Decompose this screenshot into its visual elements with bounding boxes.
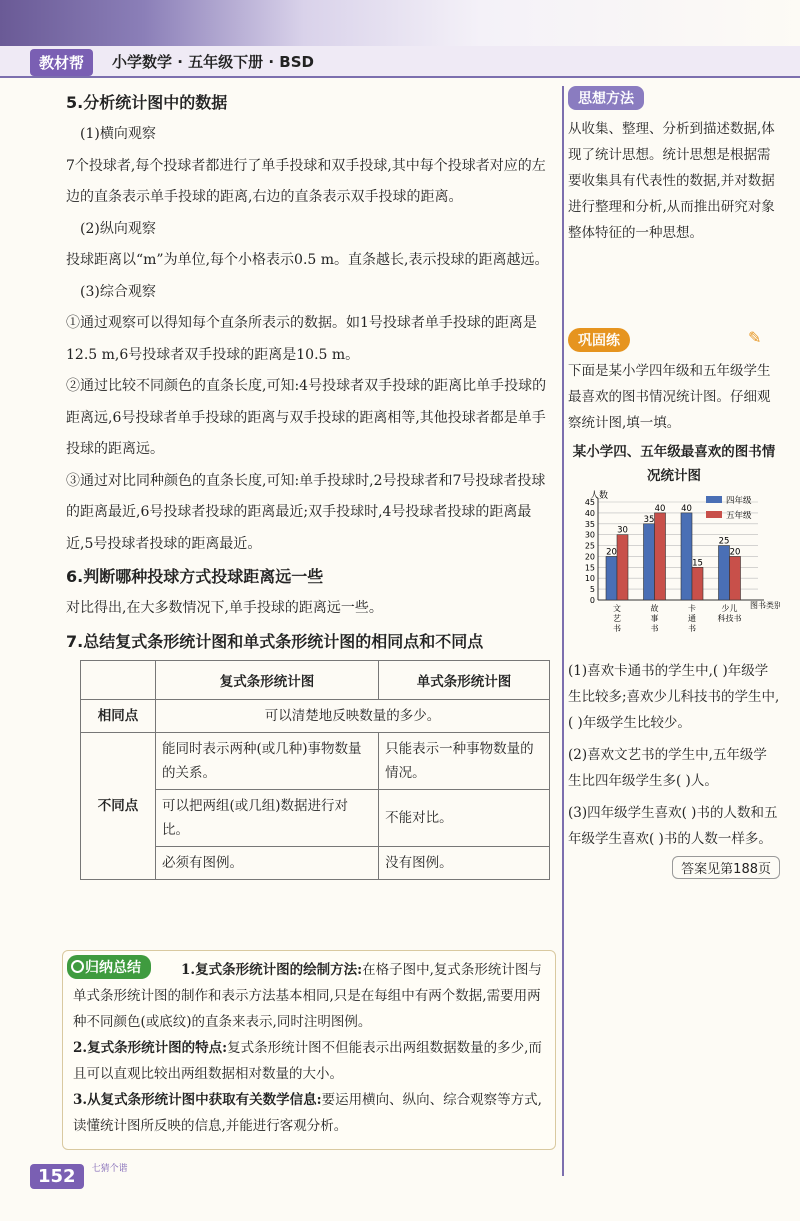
practice-header [568, 328, 780, 352]
thought-method-tag: 思想方法 [568, 86, 644, 110]
y-tick-label: 35 [584, 519, 595, 529]
summary-item-1-title: 1.复式条形统计图的绘制方法: [181, 962, 363, 978]
table-col-compound: 复式条形统计图 [156, 660, 379, 699]
main-content [66, 86, 558, 880]
summary-item-1-text: 在格子图中,复式条形统计图与单式条形统计图的制作和表示方法基本相同,只是在每组中有两个数据,需要用两种不同颜色(或底纹)的直条来表示,同时注明图例。 [73, 962, 542, 1030]
bar-value-label: 20 [606, 547, 617, 558]
pencil-icon: ✎ [748, 328, 762, 347]
table-corner [81, 660, 156, 699]
bar-value-label: 30 [617, 525, 628, 536]
diff-cell: 可以把两组(或几组)数据进行对比。 [156, 789, 379, 846]
page-note: 七猜个谐 [91, 1164, 128, 1174]
brand-badge: 教材帮 [30, 49, 93, 76]
bar-grade5 [655, 513, 666, 600]
section-5-heading: 5.分析统计图中的数据 [66, 93, 228, 112]
summary-box [62, 950, 556, 1150]
y-tick-label: 20 [584, 552, 595, 562]
bar-value-label: 15 [692, 558, 703, 569]
legend-swatch-grade4 [706, 496, 722, 503]
section-5-para-3b: ②通过比较不同颜色的直条长度,可知:4号投球者双手投球的距离比单手投球的距离远,6号投球者单手投球的距离与双手投球的距离相等,其他投球者都是单手投球的距离远。 [66, 378, 547, 457]
page-footer [30, 1164, 136, 1189]
y-tick-label: 25 [584, 541, 595, 551]
practice-tag: 巩固练 [568, 328, 630, 352]
x-tick-label: 书 [650, 624, 659, 633]
summary-text [73, 957, 549, 1139]
summary-tag: 归纳总结 [67, 955, 151, 979]
x-tick-label: 文 [613, 604, 621, 613]
bar-value-label: 25 [718, 536, 730, 547]
diff-cell: 不能对比。 [379, 789, 550, 846]
diff-cell: 只能表示一种事物数量的情况。 [379, 732, 550, 789]
x-tick-label: 书 [613, 624, 621, 633]
legend-swatch-grade5 [706, 511, 722, 518]
x-tick-label: 书 [688, 624, 696, 633]
question-3: (3)四年级学生喜欢( )书的人数和五年级学生喜欢( )书的人数一样多。 [568, 805, 778, 847]
y-tick-label: 5 [589, 585, 595, 595]
section-5-sub-3: (3)综合观察 [80, 283, 156, 300]
y-tick-label: 10 [584, 574, 595, 584]
section-6-para: 对比得出,在大多数情况下,单手投球的距离远一些。 [66, 600, 383, 616]
comparison-table [80, 660, 550, 880]
y-axis-label: 人数 [590, 491, 609, 501]
bar-grade4 [681, 513, 692, 600]
page-number: 152 [30, 1164, 84, 1189]
section-5-para-2: 投球距离以“m”为单位,每个小格表示0.5 m。直条越长,表示投球的距离越远。 [66, 252, 549, 268]
section-5-sub-2: (2)纵向观察 [80, 220, 156, 237]
bar-grade4 [719, 546, 730, 600]
summary-item-2-text: 复式条形统计图不但能表示出两组数据数量的多少,而且可以直观比较出两组数据相对数量的大小。 [73, 1040, 542, 1082]
book-title: 小学数学 · 五年级下册 · BSD [112, 53, 314, 71]
x-tick-label: 少儿 [721, 604, 738, 613]
y-tick-label: 45 [584, 498, 595, 507]
y-tick-label: 40 [584, 508, 595, 518]
x-axis-title [750, 600, 780, 610]
legend-label-grade5: 五年级 [726, 511, 752, 521]
chart-legend [706, 495, 752, 521]
same-cell: 可以清楚地反映数量的多少。 [156, 699, 550, 732]
x-tick-label: 艺 [613, 614, 621, 623]
answer-reference: 答案见第188页 [672, 856, 780, 879]
x-tick-label: 事 [650, 614, 659, 623]
y-tick-label: 30 [584, 530, 595, 540]
question-2: (2)喜欢文艺书的学生中,五年级学生比四年级学生多( )人。 [568, 747, 767, 789]
diff-cell: 必须有图例。 [156, 846, 379, 879]
column-divider [562, 86, 564, 1176]
bar-grade4 [606, 556, 617, 600]
chart-title: 某小学四、五年级最喜欢的图书情况统计图 [572, 444, 776, 484]
summary-item-2-title: 2.复式条形统计图的特点: [73, 1040, 228, 1056]
question-1: (1)喜欢卡通书的学生中,( )年级学生比较多;喜欢少儿科技书的学生中,( )年级学生比较少。 [568, 663, 780, 731]
diff-cell: 没有图例。 [379, 846, 550, 879]
row-label-diff: 不同点 [81, 732, 156, 879]
thought-method-text: 从收集、整理、分析到描述数据,体现了统计思想。统计思想是根据需要收集具有代表性的数据,并对数据进行整理和分析,从而推出研究对象整体特征的一种思想。 [568, 121, 775, 241]
x-axis-label: 图书类别 [750, 601, 780, 610]
diff-cell: 能同时表示两种(或几种)事物数量的关系。 [156, 732, 379, 789]
y-tick-label: 0 [589, 596, 595, 605]
bar-grade5 [730, 556, 741, 600]
bar-value-label: 20 [729, 547, 741, 558]
bar-grade4 [644, 524, 655, 600]
bar-grade5 [692, 567, 703, 600]
x-tick-label: 故 [650, 604, 659, 613]
section-5-para-3c: ③通过对比同种颜色的直条长度,可知:单手投球时,2号投球者和7号投球者投球的距离最近,6号投球者投球的距离最近;双手投球时,4号投球者投球的距离最近,5号投球者投球的距离最近。 [66, 472, 546, 552]
book-preference-chart [568, 488, 780, 650]
legend-label-grade4: 四年级 [726, 496, 752, 506]
y-tick-label: 15 [584, 563, 595, 573]
bar-value-label: 40 [681, 503, 692, 514]
row-label-same: 相同点 [81, 699, 156, 732]
summary-item-3-title: 3.从复式条形统计图中获取有关数学信息: [73, 1092, 322, 1108]
practice-text: 下面是某小学四年级和五年级学生最喜欢的图书情况统计图。仔细观察统计图,填一填。 [568, 363, 771, 431]
x-tick-label: 通 [688, 614, 696, 623]
summary-item-3-text: 要运用横向、纵向、综合观察等方式,读懂统计图所反映的信息,并能进行客观分析。 [73, 1092, 542, 1134]
bar-value-label: 40 [654, 503, 666, 514]
section-7-heading: 7.总结复式条形统计图和单式条形统计图的相同点和不同点 [66, 631, 484, 651]
sidebar [568, 86, 780, 879]
section-5-sub-1: (1)横向观察 [80, 126, 156, 142]
bar-grade5 [617, 535, 628, 600]
table-col-simple: 单式条形统计图 [379, 660, 550, 699]
section-5-para-1: 7个投球者,每个投球者都进行了单手投球和双手投球,其中每个投球者对应的左边的直条表示单手投球的距离,右边的直条表示双手投球的距离。 [66, 157, 546, 205]
x-tick-label: 科技书 [717, 614, 742, 623]
section-6-heading: 6.判断哪种投球方式投球距离远一些 [66, 567, 324, 586]
chart-bars [606, 504, 742, 633]
section-5-para-3a: ①通过观察可以得知每个直条所表示的数据。如1号投球者单手投球的距离是12.5 m,6号投球者双手投球的距离是10.5 m。 [66, 315, 537, 363]
x-tick-label: 卡 [688, 604, 696, 613]
bar-value-label: 35 [643, 514, 655, 525]
